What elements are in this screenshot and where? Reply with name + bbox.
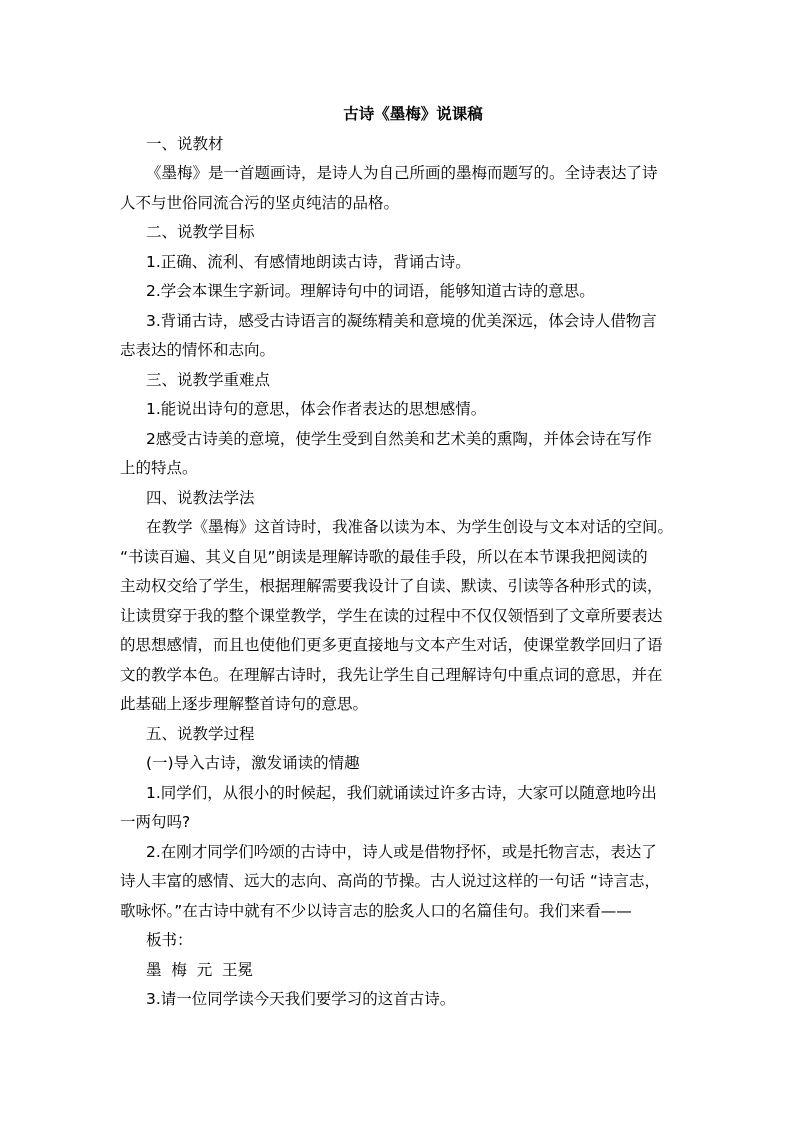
text-line: “书读百遍、其义自见”朗读是理解诗歌的最佳手段，所以在本节课我把阅读的 xyxy=(120,547,648,566)
text-line: 诗人丰富的感情、远大的志向、高尚的节操。古人说过这样的一句话 “诗言志， xyxy=(120,872,660,890)
text-line: 歌咏怀。”在古诗中就有不少以诗言志的脍炙人口的名篇佳句。我们来看—— xyxy=(120,901,632,920)
text-line: 2感受古诗美的意境，使学生受到自然美和艺术美的熏陶，并体会诗在写作 xyxy=(146,429,652,448)
text-line: 1.正确、流利、有感情地朗读古诗，背诵古诗。 xyxy=(146,252,471,271)
text-line: (一)导入古诗，激发诵读的情趣 xyxy=(146,754,360,772)
text-line: 《墨梅》是一首题画诗，是诗人为自己所画的墨梅而题写的。全诗表达了诗 xyxy=(146,164,658,182)
text-line: 文的教学本色。在理解古诗时，我先让学生自己理解诗句中重点词的意思，并在 xyxy=(120,665,663,684)
text-line: 四、说教法学法 xyxy=(146,488,255,507)
text-line: 2.在刚才同学们吟颂的古诗中，诗人或是借物抒怀，或是托物言志，表达了 xyxy=(146,842,657,861)
document-title: 古诗《墨梅》说课稿 xyxy=(343,105,483,123)
text-line: 板书： xyxy=(146,931,193,949)
text-line: 1.同学们，从很小的时候起，我们就诵读过许多古诗，大家可以随意地吟出 xyxy=(146,783,657,802)
text-line: 三、说教学重难点 xyxy=(146,370,271,389)
text-line: 一两句吗? xyxy=(120,813,191,831)
text-line: 一、说教材 xyxy=(146,134,224,153)
text-line: 志表达的情怀和志向。 xyxy=(120,341,276,359)
text-line: 3.请一位同学读今天我们要学习的这首古诗。 xyxy=(146,990,456,1008)
text-line: 2.学会本课生字新词。理解诗句中的词语，能够知道古诗的意思。 xyxy=(146,282,595,300)
text-line: 二、说教学目标 xyxy=(146,223,255,241)
document-body xyxy=(120,100,680,1015)
text-line: 3.背诵古诗，感受古诗语言的凝练精美和意境的优美深远，体会诗人借物言 xyxy=(146,311,657,330)
text-line: 在教学《墨梅》这首诗时，我准备以读为本、为学生创设与文本对话的空间。 xyxy=(146,518,674,536)
text-line: 五、说教学过程 xyxy=(146,724,255,743)
text-line: 人不与世俗同流合污的坚贞纯洁的品格。 xyxy=(120,193,400,212)
text-line: 的思想感情，而且也使他们更多更直接地与文本产生对话，使课堂教学回归了语 xyxy=(120,636,663,654)
text-line: 1.能说出诗句的意思，体会作者表达的思想感情。 xyxy=(146,400,487,418)
document-text xyxy=(120,130,680,1015)
text-line: 墨 梅 元 王冕 xyxy=(146,960,254,979)
text-line: 让读贯穿于我的整个课堂教学，学生在读的过程中不仅仅领悟到了文章所要表达 xyxy=(120,606,663,625)
text-line: 主动权交给了学生，根据理解需要我设计了自读、默读、引读等各种形式的读， xyxy=(120,577,663,595)
text-line: 此基础上逐步理解整首诗句的意思。 xyxy=(120,695,369,713)
text-line: 上的特点。 xyxy=(120,459,198,477)
